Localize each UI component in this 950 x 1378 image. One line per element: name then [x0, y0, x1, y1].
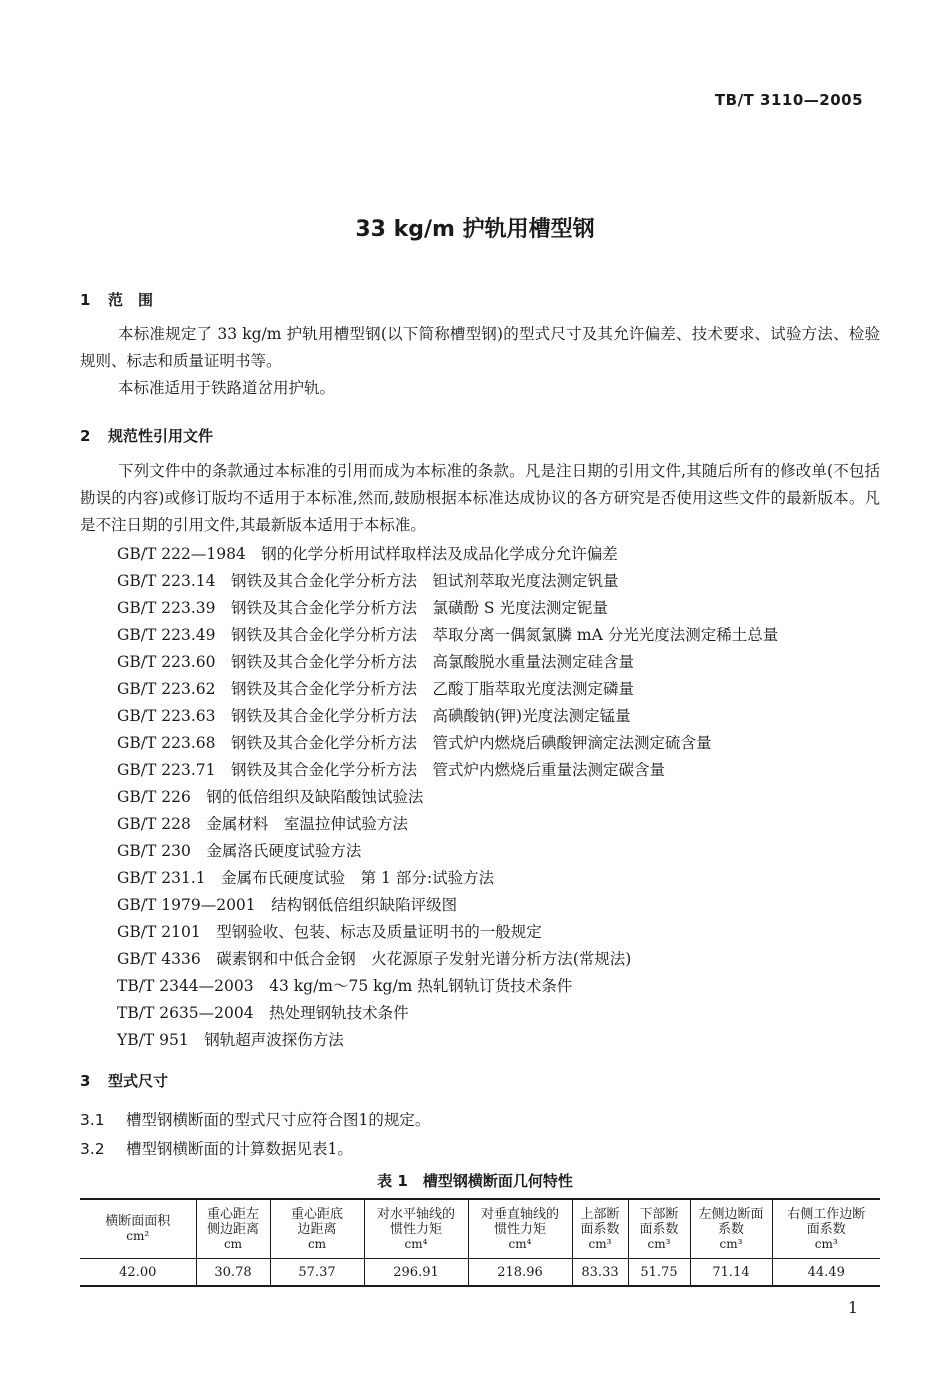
reference-item: GB/T 223.68 钢铁及其合金化学分析方法 管式炉内燃烧后碘酸钾滴定法测定硫含量 [117, 734, 712, 752]
clause-text: 槽型钢横断面的型式尺寸应符合图1的规定。 [126, 1111, 431, 1129]
reference-item: YB/T 951 钢轨超声波探伤方法 [117, 1031, 344, 1049]
document-title: 33 kg/m 护轨用槽型钢 [355, 217, 595, 242]
header-unit: cm³ [814, 1236, 838, 1251]
header-label: 重心距左侧边距离 [206, 1206, 259, 1237]
header-label: 右侧工作边断面系数 [787, 1206, 866, 1237]
header-unit: cm³ [647, 1236, 671, 1251]
clause-number: 3.1 [80, 1111, 105, 1129]
header-label: 下部断面系数 [639, 1206, 679, 1237]
clause-3-1 [80, 1108, 430, 1130]
clause-number: 3.2 [80, 1140, 105, 1158]
section-number: 2 [80, 427, 91, 445]
table-1-caption: 表 1 槽型钢横断面几何特性 [377, 1172, 573, 1190]
table-row [80, 1259, 880, 1287]
reference-item: GB/T 223.39 钢铁及其合金化学分析方法 氯磺酚 S 光度法测定铌量 [117, 599, 608, 617]
reference-item: GB/T 4336 碳素钢和中低合金钢 火花源原子发射光谱分析方法(常规法) [117, 950, 632, 968]
section-2-heading [80, 425, 213, 446]
table-cell: 30.78 [196, 1259, 270, 1287]
clause-text: 槽型钢横断面的计算数据见表1。 [126, 1140, 353, 1158]
reference-item: GB/T 223.60 钢铁及其合金化学分析方法 高氯酸脱水重量法测定硅含量 [117, 653, 634, 671]
header-label: 上部断面系数 [580, 1206, 620, 1237]
section-properties-table [80, 1198, 880, 1287]
header-cell [772, 1199, 880, 1259]
header-cell [196, 1199, 270, 1259]
header-cell [270, 1199, 364, 1259]
reference-item: GB/T 223.63 钢铁及其合金化学分析方法 高碘酸钠(钾)光度法测定锰量 [117, 707, 631, 725]
table-header-row [80, 1199, 880, 1259]
reference-item: GB/T 2101 型钢验收、包装、标志及质量证明书的一般规定 [117, 923, 542, 941]
section-title: 规范性引用文件 [108, 427, 214, 445]
reference-item: GB/T 1979—2001 结构钢低倍组织缺陷评级图 [117, 896, 458, 914]
section-2-paragraph-1: 下列文件中的条款通过本标准的引用而成为本标准的条款。凡是注日期的引用文件,其随后所有的修改单(不包括勘误的内容)或修订版均不适用于本标准,然而,鼓励根据本标准达成协议的各方研究是否使用这些文件的最新版本。凡是不注日期的引用文件,其最新版本适用于本标准。 [80, 462, 880, 534]
header-cell [468, 1199, 572, 1259]
reference-item: GB/T 223.49 钢铁及其合金化学分析方法 萃取分离一偶氮氯膦 mA 分光光度法测定稀土总量 [117, 626, 779, 644]
reference-item: TB/T 2344—2003 43 kg/m～75 kg/m 热轧钢轨订货技术条件 [117, 977, 573, 995]
header-cell [690, 1199, 772, 1259]
header-unit: cm⁴ [404, 1236, 428, 1251]
section-3-heading [80, 1070, 168, 1091]
header-unit: cm [223, 1236, 243, 1251]
reference-item: GB/T 226 钢的低倍组织及缺陷酸蚀试验法 [117, 788, 424, 806]
reference-item: GB/T 231.1 金属布氏硬度试验 第 1 部分:试验方法 [117, 869, 495, 887]
reference-item: GB/T 223.71 钢铁及其合金化学分析方法 管式炉内燃烧后重量法测定碳含量 [117, 761, 665, 779]
clause-3-2 [80, 1137, 353, 1159]
page-number: 1 [847, 1298, 858, 1317]
table-cell: 218.96 [468, 1259, 572, 1287]
header-label: 左侧边断面系数 [698, 1206, 764, 1237]
header-label: 对水平轴线的惯性力矩 [376, 1206, 455, 1237]
header-label: 横断面面积 [105, 1214, 171, 1229]
table-cell: 57.37 [270, 1259, 364, 1287]
header-label: 对垂直轴线的惯性力矩 [480, 1206, 559, 1237]
standard-code: TB/T 3110—2005 [714, 91, 863, 109]
table-cell: 44.49 [772, 1259, 880, 1287]
header-cell [572, 1199, 628, 1259]
section-1-paragraph-1: 本标准规定了 33 kg/m 护轨用槽型钢(以下简称槽型钢)的型式尺寸及其允许偏差、技术要求、试验方法、检验规则、标志和质量证明书等。 [80, 325, 880, 370]
header-cell [628, 1199, 690, 1259]
table-cell: 42.00 [80, 1259, 196, 1287]
section-number: 3 [80, 1072, 91, 1090]
reference-item: GB/T 230 金属洛氏硬度试验方法 [117, 842, 362, 860]
section-1-paragraph-2: 本标准适用于铁路道岔用护轨。 [118, 379, 336, 397]
table-cell: 71.14 [690, 1259, 772, 1287]
section-title: 范 围 [108, 291, 154, 309]
table-cell: 296.91 [364, 1259, 468, 1287]
table-cell: 83.33 [572, 1259, 628, 1287]
header-unit: cm [307, 1236, 327, 1251]
header-unit: cm² [126, 1229, 150, 1243]
table-cell: 51.75 [628, 1259, 690, 1287]
section-1-heading [80, 289, 153, 310]
reference-item: GB/T 223.14 钢铁及其合金化学分析方法 钽试剂萃取光度法测定钒量 [117, 572, 619, 590]
header-unit: cm³ [719, 1236, 743, 1251]
header-cell [80, 1199, 196, 1259]
header-unit: cm³ [588, 1236, 612, 1251]
normative-references-list [117, 541, 778, 1054]
reference-item: TB/T 2635—2004 热处理钢轨技术条件 [117, 1004, 409, 1022]
reference-item: GB/T 222—1984 钢的化学分析用试样取样法及成品化学成分允许偏差 [117, 545, 618, 563]
section-number: 1 [80, 291, 91, 309]
section-title: 型式尺寸 [108, 1072, 169, 1090]
header-unit: cm⁴ [508, 1236, 532, 1251]
reference-item: GB/T 223.62 钢铁及其合金化学分析方法 乙酸丁脂萃取光度法测定磷量 [117, 680, 634, 698]
header-label: 重心距底边距离 [290, 1206, 343, 1237]
reference-item: GB/T 228 金属材料 室温拉伸试验方法 [117, 815, 408, 833]
header-cell [364, 1199, 468, 1259]
